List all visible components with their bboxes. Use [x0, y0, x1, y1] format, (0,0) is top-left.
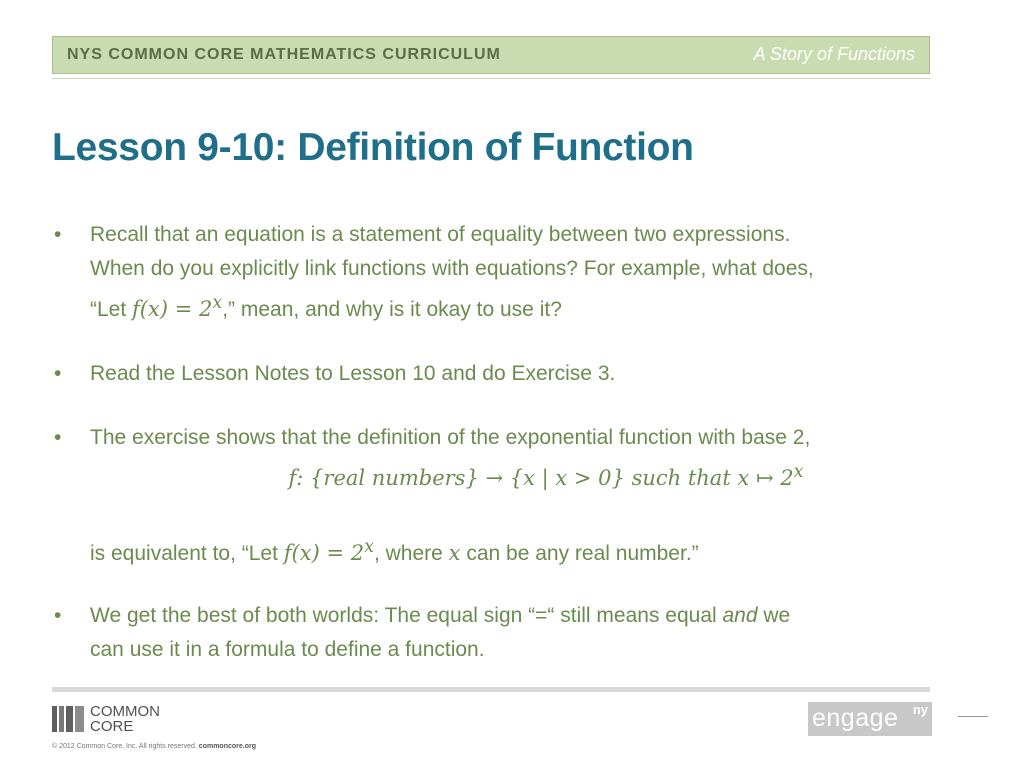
math-exponent: x [793, 462, 804, 482]
engage-ny-superscript: ny [912, 702, 928, 717]
text-fragment: We get the best of both worlds: The equal sign “=“ still means equal [90, 604, 723, 627]
bullet-list [52, 218, 1002, 667]
formula-line [90, 455, 1002, 496]
slide-title: Lesson 9-10: Definition of Function [52, 126, 694, 169]
bullet-line: Read the Lesson Notes to Lesson 10 and do Exercise 3. [90, 362, 616, 385]
spacer [90, 496, 1002, 530]
math-expression: f(x) = 2 [283, 541, 365, 565]
copyright-notice [52, 743, 256, 750]
logo-line: CORE [90, 718, 134, 735]
curriculum-label: NYS COMMON CORE MATHEMATICS CURRICULUM [67, 46, 501, 63]
text-fragment: is equivalent to, “Let [90, 542, 284, 565]
bullet-line [90, 530, 1002, 571]
text-fragment: “Let [90, 298, 133, 321]
header-divider [52, 78, 930, 79]
math-variable: x [448, 541, 461, 565]
logo-wordmark [90, 704, 160, 734]
text-fragment: , where [373, 542, 449, 565]
bullet-item [52, 218, 1002, 327]
bullet-dot-icon: • [54, 604, 62, 627]
bullet-line: The exercise shows that the definition of the exponential function with base 2, [90, 426, 811, 449]
math-exponent: x [212, 293, 223, 313]
bullet-dot-icon: • [54, 362, 62, 385]
module-label: A Story of Functions [753, 44, 915, 64]
logo-bars-icon [52, 706, 86, 732]
bullet-line: can use it in a formula to define a function. [90, 638, 485, 661]
text-fragment: ,” mean, and why is it okay to use it? [222, 298, 562, 321]
header-band [52, 36, 930, 74]
math-expression: f(x) = 2 [132, 297, 213, 321]
bullet-line [90, 599, 1002, 633]
text-fragment: can be any real number.” [460, 542, 699, 565]
engage-word: engage [812, 704, 899, 732]
bullet-line [90, 286, 1002, 327]
emphasis-text: and [722, 604, 758, 627]
bullet-item [52, 357, 1002, 391]
engageny-logo [808, 702, 932, 736]
bullet-line: When do you explicitly link functions with equations? For example, what does, [90, 257, 814, 280]
math-formula: f: {real numbers} → {x | x > 0} such that x ↦ 2 [288, 466, 794, 490]
bullet-line: Recall that an equation is a statement of equality between two expressions. [90, 223, 791, 246]
copyright-link[interactable]: commoncore.org [198, 743, 256, 750]
bullet-dot-icon: • [54, 223, 62, 246]
copyright-text: © 2012 Common Core, Inc. All rights reserved. [52, 743, 197, 750]
bullet-dot-icon: • [54, 426, 62, 449]
text-fragment: we [757, 604, 791, 627]
footer-divider [52, 687, 930, 692]
bullet-item [52, 421, 1002, 571]
bullet-item [52, 599, 1002, 667]
math-exponent: x [364, 537, 374, 557]
logo-line: COMMON [90, 703, 160, 720]
footer-dash [958, 716, 988, 717]
